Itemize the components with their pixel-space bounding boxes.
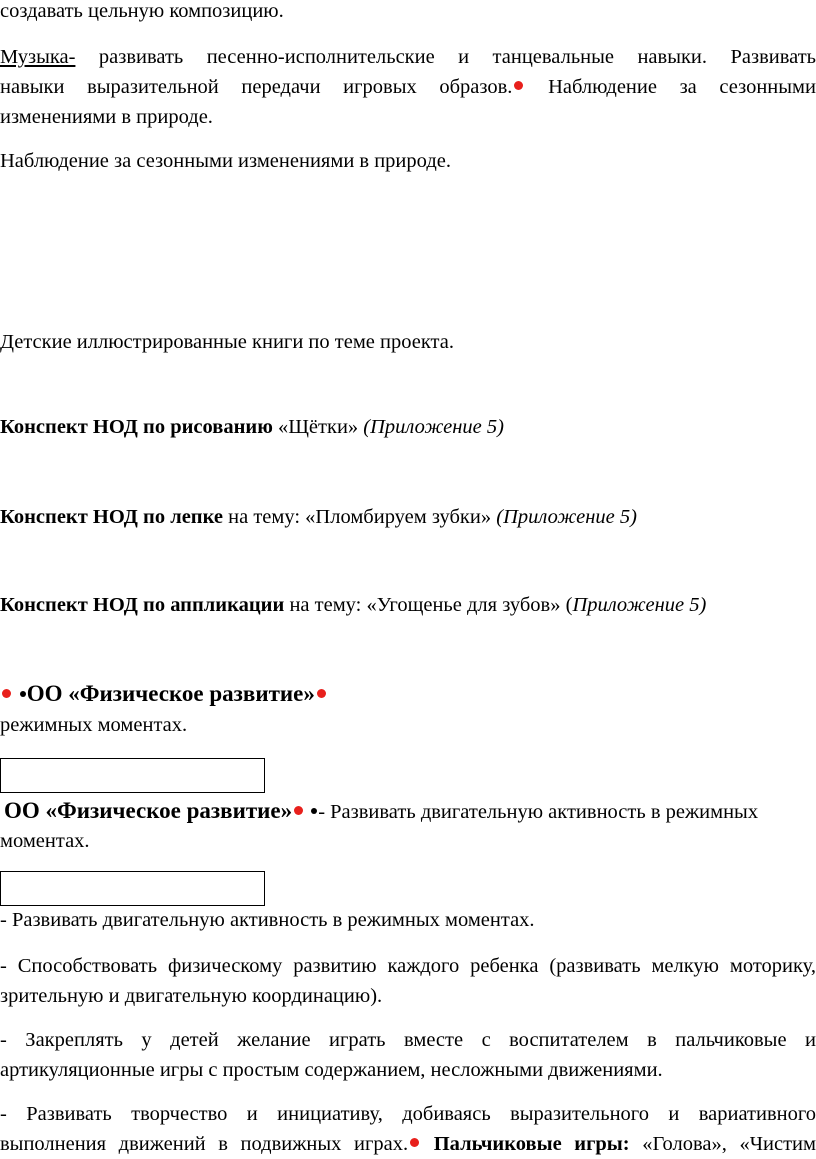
konspekt-drawing-title: Конспект НОД по рисованию xyxy=(0,416,273,438)
music-line-3: изменениями в природе. xyxy=(0,106,213,128)
regime-text-1: режимных моментах. xyxy=(0,714,188,736)
konspekt-modeling-topic: на тему: «Пломбируем зубки» xyxy=(223,506,492,528)
phys-heading-2-desc: - Развивать двигательную активность в режимных xyxy=(318,801,759,823)
item-physical-dev-1: - Способствовать физическому развитию каждого ребенка (развивать мелкую моторику, xyxy=(0,955,816,977)
item-creativity-1: - Развивать творчество и инициативу, добиваясь выразительного и вариативного xyxy=(0,1103,816,1125)
books-text: Детские иллюстрированные книги по теме проекта. xyxy=(0,331,454,353)
black-bullet-icon xyxy=(20,691,26,697)
konspekt-drawing-topic: «Щётки» xyxy=(272,416,359,438)
konspekt-applique-title: Конспект НОД по аппликации xyxy=(0,594,285,616)
music-text-2a: навыки выразительной передачи игровых образов. xyxy=(0,76,513,98)
konspekt-modeling-appendix: (Приложение 5) xyxy=(496,506,637,528)
empty-box-1 xyxy=(0,758,265,793)
observation-text: Наблюдение за сезонными изменениями в природе. xyxy=(0,150,451,172)
red-bullet-icon xyxy=(410,1138,419,1147)
konspekt-applique-topic: на тему: «Угощенье для зубов» ( xyxy=(284,594,573,616)
red-bullet-icon xyxy=(294,806,303,815)
konspekt-applique xyxy=(0,590,706,620)
item-motor-activity: - Развивать двигательную активность в режимных моментах. xyxy=(0,909,535,931)
black-bullet-icon xyxy=(311,808,317,814)
konspekt-drawing xyxy=(0,412,504,442)
item-physical-dev-2: зрительную и двигательную координацию). xyxy=(0,985,383,1007)
music-text-2b: Наблюдение за сезонными xyxy=(548,76,816,98)
music-text-1: развивать песенно-исполнительские и танцевальные навыки. Развивать xyxy=(98,46,816,68)
paragraph-end: создавать цельную композицию. xyxy=(0,0,284,22)
empty-box-2 xyxy=(0,871,265,906)
konspekt-drawing-appendix: (Приложение 5) xyxy=(363,416,504,438)
finger-games-label: Пальчиковые игры: xyxy=(433,1133,630,1155)
phys-heading-2 xyxy=(4,796,758,827)
music-line-2 xyxy=(0,72,816,102)
item-finger-games-2: артикуляционные игры с простым содержанием, несложными движениями. xyxy=(0,1059,663,1081)
phys-heading-2-title: ОО «Физическое развитие» xyxy=(4,798,293,823)
phys-heading-1-text: ОО «Физическое развитие» xyxy=(26,681,315,706)
item-finger-games-1: - Закреплять у детей желание играть вместе с воспитателем в пальчиковые и xyxy=(0,1029,816,1051)
finger-games-list: «Голова», «Чистим xyxy=(642,1133,816,1155)
music-label: Музыка- xyxy=(0,46,76,68)
red-bullet-icon xyxy=(317,689,326,698)
konspekt-modeling xyxy=(0,502,637,532)
item-creativity-2 xyxy=(0,1129,816,1159)
konspekt-applique-appendix: Приложение 5) xyxy=(572,594,707,616)
music-line-1 xyxy=(0,42,816,72)
phys-heading-1 xyxy=(0,679,328,709)
konspekt-modeling-title: Конспект НОД по лепке xyxy=(0,506,224,528)
red-bullet-icon xyxy=(2,689,11,698)
regime-text-2: моментах. xyxy=(0,830,90,852)
red-bullet-icon xyxy=(514,81,523,90)
item-creativity-2a: выполнения движений в подвижных играх. xyxy=(0,1133,409,1155)
